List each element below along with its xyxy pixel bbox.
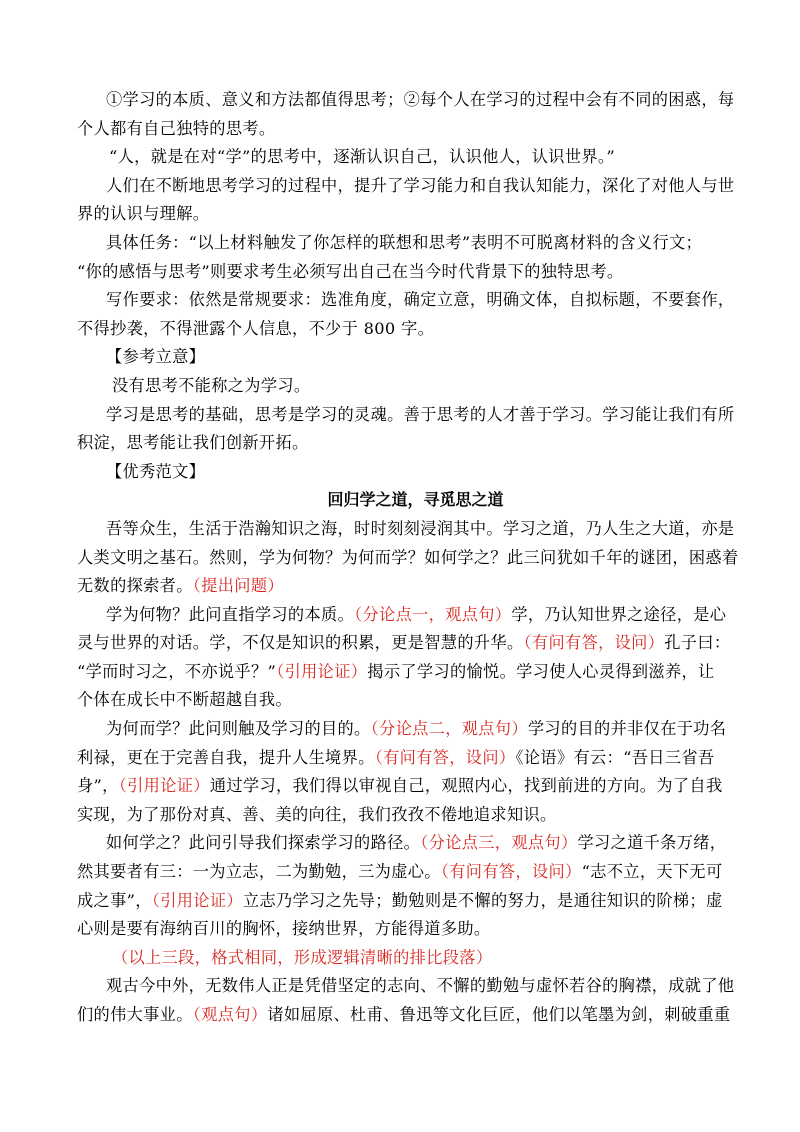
essay-line: 观古今中外，无数伟人正是凭借坚定的志向、不懈的勤勉与虚怀若谷的胸襟，成就了他 xyxy=(106,976,735,996)
essay-line xyxy=(77,772,723,801)
essay-text: “学而时习之，不亦说乎？” xyxy=(77,661,277,681)
material-quote: “人，就是在对“学”的思考中，逐渐认识自己，认识他人，认识世界。” xyxy=(109,147,615,167)
essay-line xyxy=(77,858,723,887)
annotation: （引用论证） xyxy=(151,890,243,910)
essay-heading: 【优秀范文】 xyxy=(106,461,206,481)
reference-line: 积淀，思考能让我们创新开拓。 xyxy=(77,433,309,453)
essay-text: 为何而学？此问则触及学习的目的。 xyxy=(106,719,371,739)
essay-line xyxy=(77,601,727,630)
essay-text: 《论语》有云：“吾日三省吾 xyxy=(515,747,715,767)
task-line: “你的感悟与思考”则要求考生必须写出自己在当今时代背景下的独特思考。 xyxy=(77,261,624,281)
annotation: （观点句） xyxy=(192,1005,268,1024)
annotation: （有问有答，设问） xyxy=(440,862,582,882)
essay-text: 学习之道千条万绪， xyxy=(577,833,727,853)
essay-text: 身”， xyxy=(77,776,119,796)
annotation: （有问有答，设问） xyxy=(523,633,665,653)
essay-text: 立志乃学习之先导；勤勉则是不懈的努力，是通往知识的阶梯；虚 xyxy=(242,890,723,910)
essay-text: 学习的目的并非仅在于功名 xyxy=(527,719,727,739)
essay-line xyxy=(77,629,731,658)
essay-line: 吾等众生，生活于浩瀚知识之海，时时刻刻浸润其中。学习之道，乃人生之大道，亦是 xyxy=(106,518,735,538)
material-line: 界的认识与理解。 xyxy=(77,204,210,224)
essay-title: 回归学之道，寻觅思之道 xyxy=(327,490,504,510)
requirement-line: 写作要求：依然是常规要求：选准角度，确定立意，明确文体，自拟标题，不要套作， xyxy=(106,290,735,310)
essay-line xyxy=(77,1001,731,1030)
essay-line: 人类文明之基石。然则，学为何物？为何而学？如何学之？此三问犹如千年的谜团，困惑着 xyxy=(77,547,739,567)
annotation: （引用论证） xyxy=(118,776,210,796)
annotation: （提出问题） xyxy=(192,576,284,596)
essay-text: 如何学之？此问引导我们探索学习的路径。 xyxy=(106,833,421,853)
reference-heading: 【参考立意】 xyxy=(106,347,206,367)
essay-line xyxy=(77,829,727,858)
essay-text: 灵与世界的对话。学，不仅是知识的积累，更是智慧的升华。 xyxy=(77,633,524,653)
essay-line xyxy=(77,887,723,916)
annotation: （分论点三，观点句） xyxy=(420,833,578,853)
annotation: （引用论证） xyxy=(276,661,368,681)
material-line: 个人都有自己独特的思考。 xyxy=(77,118,276,138)
essay-line xyxy=(77,572,712,601)
annotation: （分论点二，观点句） xyxy=(370,719,528,739)
essay-text: 然其要者有三：一为立志，二为勤勉，三为虚心。 xyxy=(77,862,441,882)
essay-text: 孔子曰： xyxy=(664,633,731,653)
essay-text: “志不立，天下无可 xyxy=(581,862,723,882)
requirement-line: 不得抄袭，不得泄露个人信息，不少于 800 字。 xyxy=(77,318,435,338)
essay-text: 通过学习，我们得以审视自己，观照内心，找到前进的方向。为了自我 xyxy=(209,776,723,796)
essay-text: 学，乃认知世界之途径，是心 xyxy=(511,604,727,624)
essay-text: 利禄，更在于完善自我，提升人生境界。 xyxy=(77,747,375,767)
reference-line: 没有思考不能称之为学习。 xyxy=(112,375,311,395)
essay-text: 无数的探索者。 xyxy=(77,576,193,596)
material-line: ①学习的本质、意义和方法都值得思考；②每个人在学习的过程中会有不同的困惑，每 xyxy=(106,90,735,109)
essay-text: 成之事”， xyxy=(77,890,152,910)
essay-line: 实现，为了那份对真、善、美的向往，我们孜孜不倦地追求知识。 xyxy=(77,804,557,824)
essay-text: 诸如屈原、杜甫、鲁迅等文化巨匠，他们以笔墨为剑，刺破重重 xyxy=(267,1005,731,1024)
annotation: （分论点一，观点句） xyxy=(354,604,512,624)
essay-text: 揭示了学习的愉悦。学习使人心灵得到滋养，让 xyxy=(367,661,715,681)
task-line: 具体任务：“以上材料触发了你怎样的联想和思考”表明不可脱离材料的含义行文； xyxy=(106,232,703,252)
essay-text: 们的伟大事业。 xyxy=(77,1005,193,1024)
structure-note: （以上三段，格式相同，形成逻辑清晰的排比段落） xyxy=(112,947,493,967)
essay-text: 学为何物？此问直指学习的本质。 xyxy=(106,604,355,624)
essay-line: 个体在成长中不断超越自我。 xyxy=(77,690,292,710)
essay-line: 心则是要有海纳百川的胸怀，接纳世界，方能得道多助。 xyxy=(77,919,491,939)
reference-line: 学习是思考的基础，思考是学习的灵魂。善于思考的人才善于学习。学习能让我们有所 xyxy=(106,404,735,424)
annotation: （有问有答，设问） xyxy=(374,747,516,767)
material-line: 人们在不断地思考学习的过程中，提升了学习能力和自我认知能力，深化了对他人与世 xyxy=(106,175,735,195)
essay-line xyxy=(77,658,715,687)
essay-line xyxy=(77,744,715,773)
essay-line xyxy=(77,715,727,744)
